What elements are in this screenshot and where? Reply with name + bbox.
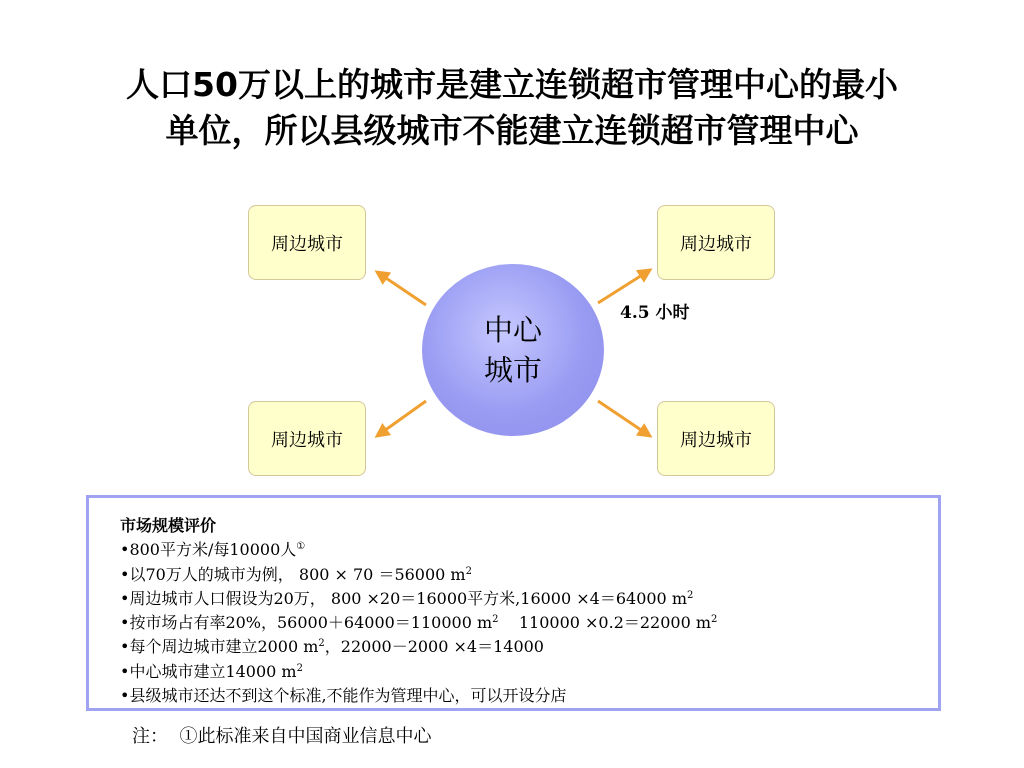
market-evaluation-panel <box>86 495 941 711</box>
info-line-5: •每个周边城市建立2000 $m^2$，22000－2000 ×4＝14000 <box>120 637 544 657</box>
travel-time-label: 4.5 小时 <box>620 303 690 323</box>
center-city-circle <box>422 264 604 436</box>
info-line-4: •按市场占有率20%，56000＋64000＝110000 $m^2$ 110000 ×0.2＝22000 $m^2$ <box>120 613 718 633</box>
surrounding-city-top-right: 周边城市 <box>657 205 775 280</box>
surrounding-city-bottom-right: 周边城市 <box>657 401 775 476</box>
title-line-2: 单位，所以县级城市不能建立连锁超市管理中心 <box>165 111 859 150</box>
panel-heading: 市场规模评价 <box>120 516 217 535</box>
info-line-3: •周边城市人口假设为20万， 800 ×20＝16000平方米,16000 ×4＝64000 $m^2$ <box>120 588 694 608</box>
info-line-6: •中心城市建立14000 $m^2$ <box>120 661 303 681</box>
info-line-1: •800平方米/每10000人① <box>120 540 306 560</box>
info-line-7: •县级城市还达不到这个标准,不能作为管理中心，可以开设分店 <box>120 686 567 706</box>
footnote: 注： ①此标准来自中国商业信息中心 <box>132 726 432 747</box>
surrounding-city-bottom-left: 周边城市 <box>248 401 366 476</box>
title-line-1: 人口50万以上的城市是建立连锁超市管理中心的最小 <box>126 65 898 104</box>
surrounding-city-top-left: 周边城市 <box>248 205 366 280</box>
info-line-2: •以70万人的城市为例， 800 × 70 ＝56000 $m^2$ <box>120 564 472 584</box>
arrow-to-top-left <box>377 272 426 305</box>
arrow-to-bottom-left <box>377 401 426 436</box>
center-label-line-1: 中心 <box>483 313 542 347</box>
center-label-line-2: 城市 <box>483 353 542 387</box>
arrow-to-bottom-right <box>598 401 650 436</box>
page-title <box>20 62 1004 154</box>
